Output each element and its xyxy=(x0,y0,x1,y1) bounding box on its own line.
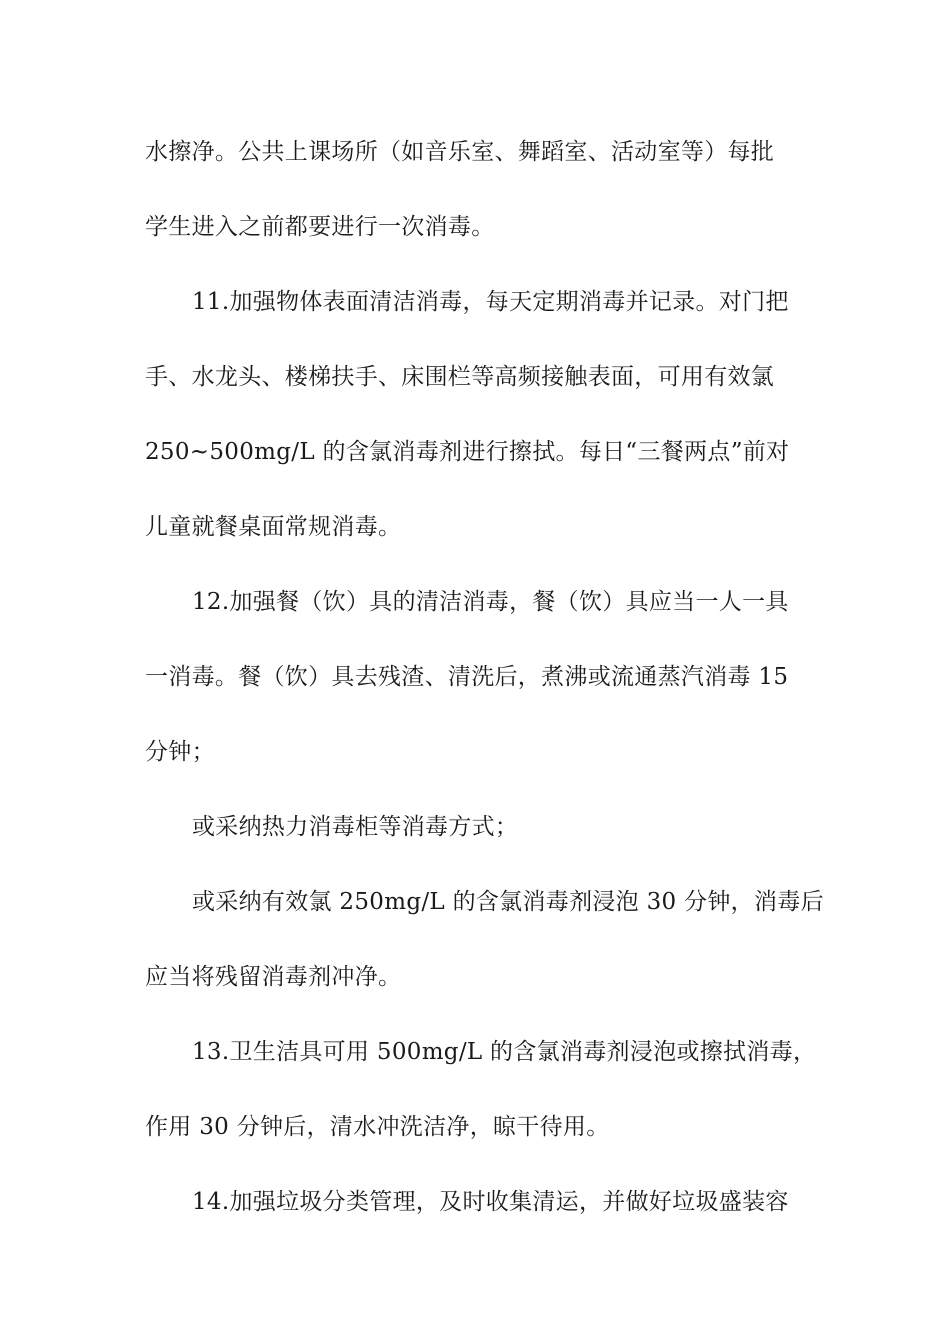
paragraph-12-line-1: 12.加强餐（饮）具的清洁消毒，餐（饮）具应当一人一具 xyxy=(192,589,789,615)
paragraph-11-line-3: 250~500mg/L 的含氯消毒剂进行擦拭。每日“三餐两点”前对 xyxy=(145,439,790,465)
paragraph-12-line-2: 一消毒。餐（饮）具去残渣、清洗后，煮沸或流通蒸汽消毒 15 xyxy=(145,664,789,690)
paragraph-11-line-2: 手、水龙头、楼梯扶手、床围栏等高频接触表面，可用有效氯 xyxy=(145,364,775,390)
paragraph-14-line-1: 14.加强垃圾分类管理，及时收集清运，并做好垃圾盛装容 xyxy=(192,1189,789,1215)
paragraph-13-line-1: 13.卫生洁具可用 500mg/L 的含氯消毒剂浸泡或擦拭消毒， xyxy=(192,1039,817,1065)
text-line-2: 学生进入之前都要进行一次消毒。 xyxy=(145,214,495,240)
paragraph-12-option-2-line-2: 应当将残留消毒剂冲净。 xyxy=(145,964,402,990)
paragraph-12-line-3: 分钟； xyxy=(145,739,215,765)
text-line-1: 水擦净。公共上课场所（如音乐室、舞蹈室、活动室等）每批 xyxy=(145,139,775,165)
paragraph-13-line-2: 作用 30 分钟后，清水冲洗洁净，晾干待用。 xyxy=(145,1114,610,1140)
paragraph-11-line-1: 11.加强物体表面清洁消毒，每天定期消毒并记录。对门把 xyxy=(192,289,789,315)
paragraph-12-option-2-line-1: 或采纳有效氯 250mg/L 的含氯消毒剂浸泡 30 分钟，消毒后 xyxy=(192,889,824,915)
paragraph-12-option-1: 或采纳热力消毒柜等消毒方式； xyxy=(192,814,519,840)
paragraph-11-line-4: 儿童就餐桌面常规消毒。 xyxy=(145,514,402,540)
